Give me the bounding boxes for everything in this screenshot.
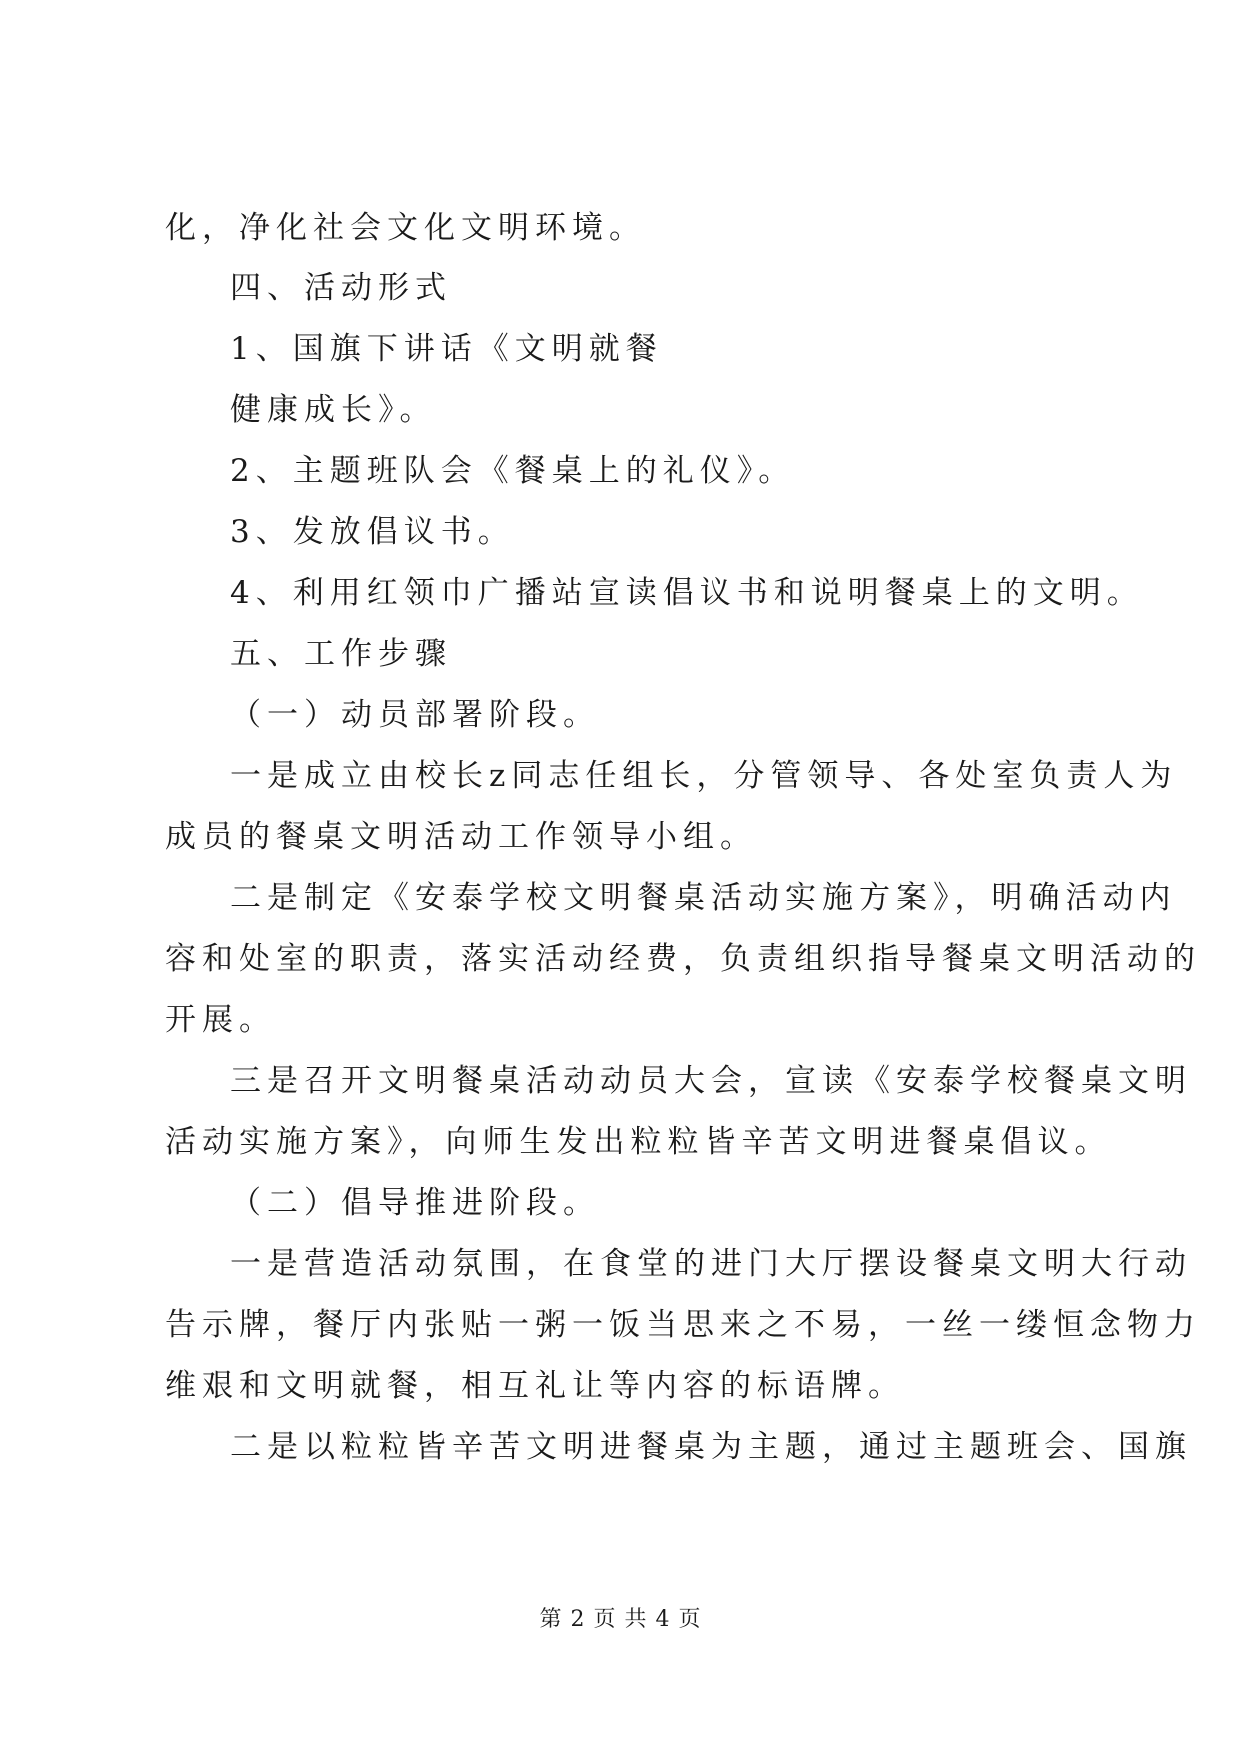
- subsection-heading: （一）动员部署阶段。: [230, 697, 600, 733]
- text-line: 容和处室的职责，落实活动经费，负责组织指导餐桌文明活动的: [165, 941, 1201, 977]
- text-line: 化，净化社会文化文明环境。: [165, 210, 646, 246]
- text-line: 一是营造活动氛围，在食堂的进门大厅摆设餐桌文明大行动: [230, 1246, 1192, 1282]
- text-line: 活动实施方案》，向师生发出粒粒皆辛苦文明进餐桌倡议。: [165, 1124, 1112, 1160]
- text-line: 告示牌，餐厅内张贴一粥一饭当思来之不易，一丝一缕恒念物力: [165, 1307, 1201, 1343]
- text-line: 三是召开文明餐桌活动动员大会，宣读《安泰学校餐桌文明: [230, 1063, 1192, 1099]
- subsection-heading: （二）倡导推进阶段。: [230, 1185, 600, 1221]
- text-line: 二是制定《安泰学校文明餐桌活动实施方案》，明确活动内: [230, 880, 1177, 916]
- text-line: 开展。: [165, 1002, 276, 1038]
- list-item: 4、利用红领巾广播站宣读倡议书和说明餐桌上的文明。: [230, 575, 1144, 611]
- list-item: 1、国旗下讲话《文明就餐: [230, 331, 663, 367]
- section-heading: 四、活动形式: [230, 270, 452, 306]
- text-line: 二是以粒粒皆辛苦文明进餐桌为主题，通过主题班会、国旗: [230, 1429, 1192, 1465]
- text-line: 一是成立由校长z同志任组长，分管领导、各处室负责人为: [230, 758, 1178, 794]
- list-item: 2、主题班队会《餐桌上的礼仪》。: [230, 453, 796, 489]
- section-heading: 五、工作步骤: [230, 636, 452, 672]
- page-number: 第 2 页 共 4 页: [539, 1607, 702, 1632]
- text-line: 健康成长》。: [230, 392, 437, 428]
- text-line: 维艰和文明就餐，相互礼让等内容的标语牌。: [165, 1368, 905, 1404]
- text-line: 成员的餐桌文明活动工作领导小组。: [165, 819, 757, 855]
- list-item: 3、发放倡议书。: [230, 514, 515, 550]
